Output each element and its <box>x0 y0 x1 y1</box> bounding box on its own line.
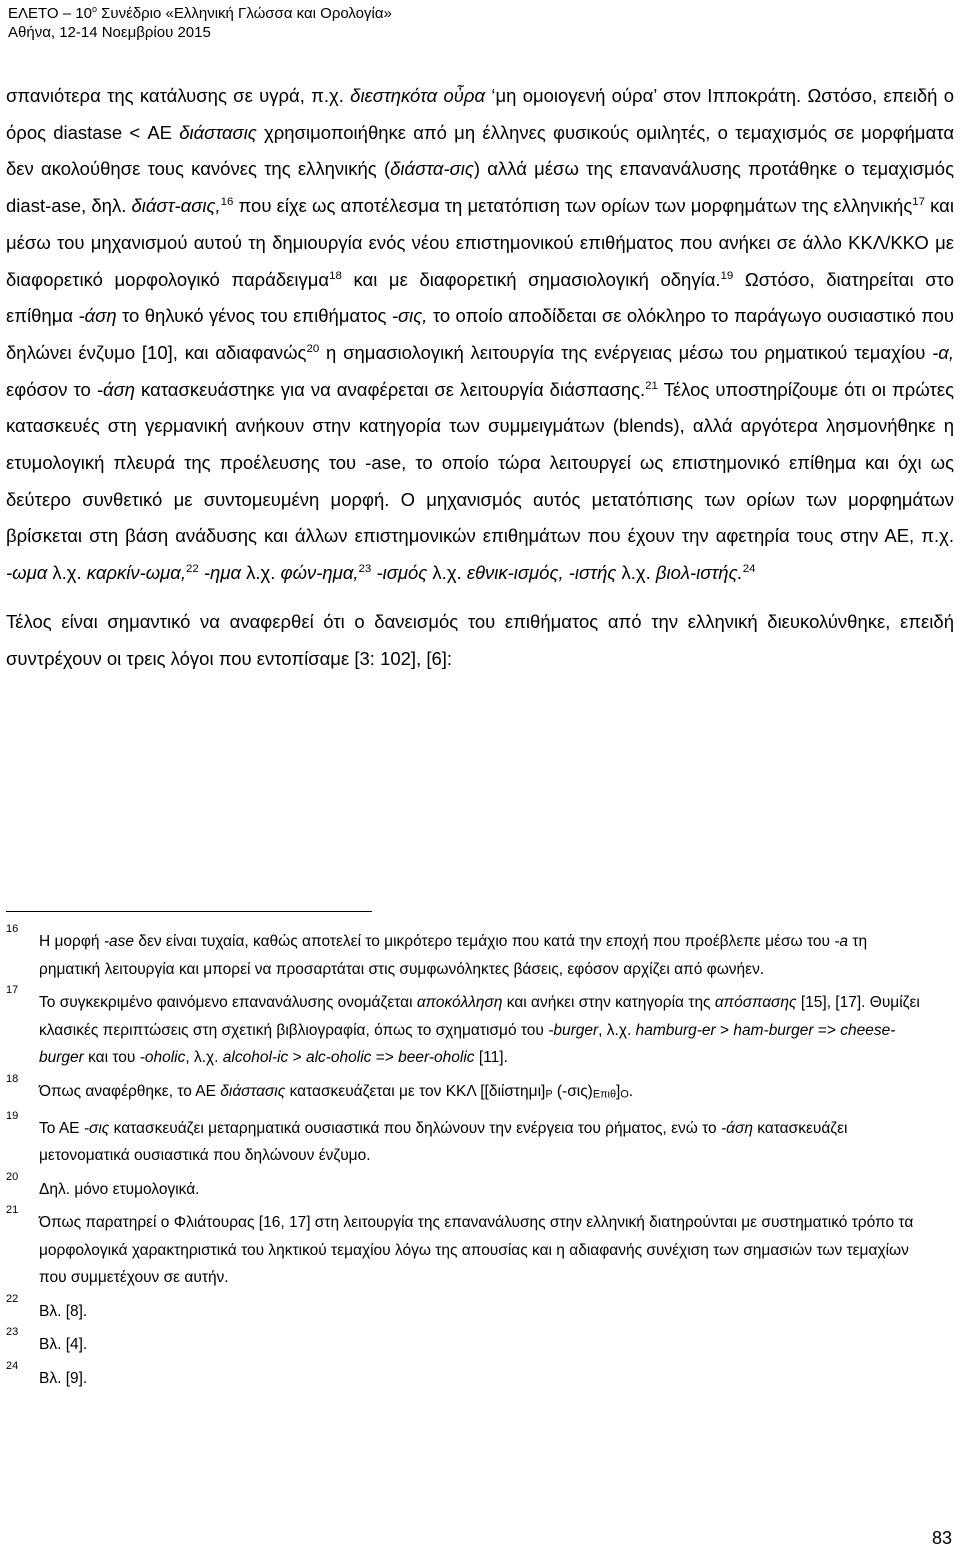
footnote-ref: 21 <box>645 379 658 392</box>
paragraph-2: Τέλος είναι σημαντικό να αναφερθεί ότι ο δανεισμός του επιθήματος από την ελληνική διευκολύνθηκε, επειδή συντρέχουν οι τρεις λόγοι που εντοπίσαμε [3: 102], [6]: <box>6 610 954 669</box>
footnote-18: 18 Όπως αναφέρθηκε, το ΑΕ διάστασις κατασκευάζεται με τον ΚΚΛ [[διίστημι]Ρ (-σις)Επιθ]Ο. <box>6 1072 634 1101</box>
header-line-1: ΕΛΕΤΟ – $10^o$ Συνέδριο «Ελληνική Γλώσσα και Ορολογία» <box>8 4 392 22</box>
conference-header <box>8 4 392 42</box>
footnote-ref: 18 <box>329 269 342 282</box>
footnote-22: 22 Βλ. [8]. <box>6 1292 88 1320</box>
footnote-ref: 19 <box>720 269 734 282</box>
footnote-ref: 24 <box>742 562 756 575</box>
footnote-ref: 20 <box>306 342 320 355</box>
footnote-24: 24 Βλ. [9]. <box>6 1359 88 1387</box>
footnote-17: 17 Το συγκεκριμένο φαινόμενο επανανάλυσης ονομάζεται αποκόλληση και ανήκει στην κατηγορία της απόσπασης [15], [17]. Θυμίζει κλασικές περιπτώσεις στη σχετική βιβλιογραφία, όπως το σχηματισμό του -burger, λ.χ. hamburg-er > ham-burger => cheese-burger και του -oholic, λ.χ. alcohol-ic > alc-oholic => beer-oholic [11]. <box>6 984 920 1066</box>
footnotes <box>6 923 926 1398</box>
footnote-separator <box>6 911 372 912</box>
footnote-21: 21 Όπως παρατηρεί ο Φλιάτουρας [16, 17] στη λειτουργία της επανανάλυσης στην ελληνική διατηρούνται με συστηματικό τρόπο τα μορφολογικά χαρακτηριστικά του ληκτικού τεμαχίου λόγω της απουσίας και η αδιαφανής συνέχιση των σημασιών των τεμαχίων που συμμετέχουν σε αυτήν. <box>6 1204 914 1287</box>
footnote-ref: 23 <box>358 562 372 575</box>
footnote-19: 19 Το ΑΕ -σις κατασκευάζει μεταρηματικά ουσιαστικά που δηλώνουν την ενέργεια του ρήματος, ενώ το -άση κατασκευάζει μετονοματικά ουσιαστικά που δηλώνουν ένζυμο. <box>6 1109 848 1165</box>
footnote-ref: 16 <box>220 195 234 208</box>
footnote-16: 16 Η μορφή -ase δεν είναι τυχαία, καθώς αποτελεί το μικρότερο τεμάχιο που κατά την εποχή που προέβλεπε μέσω του -a τη ρηματική λειτουργία και μπορεί να προσαρτάται στις συμφωνόληκτες βάσεις, εφόσον αρχίζει από φωνήεν. <box>6 923 868 978</box>
footnote-ref: 22 <box>185 562 199 575</box>
footnote-23: 23 Βλ. [4]. <box>6 1326 88 1354</box>
footnote-ref: 17 <box>912 195 926 208</box>
footnote-20: 20 Δηλ. μόνο ετυμολογικά. <box>6 1170 200 1198</box>
header-line-2: Αθήνα, 12-14 Νοεμβρίου 2015 <box>8 24 211 41</box>
main-text <box>6 78 954 677</box>
page-number: 83 <box>931 1528 952 1548</box>
paragraph-1: σπανιότερα της κατάλυσης σε υγρά, π.χ. διεστηκότα οὖρα ‘μη ομοιογενή ούρα’ στον Ιπποκράτη. Ωστόσο, επειδή ο όρος diastase < ΑΕ διάστασις χρησιμοποιήθηκε από μη έλληνες φυσικούς ομιλητές, ο τεμαχισμός σε μορφήματα δεν ακολούθησε τους κανόνες της ελληνικής (διάστα-σις) αλλά μέσω της επανανάλυσης προτάθηκε ο τεμαχισμός diast-ase, δηλ. διάστ-ασις,$^{16}$ που είχε ως αποτέλεσμα τη μετατόπιση των ορίων των μορφημάτων της ελληνικής$^{17}$ και μέσω του μηχανισμού αυτού τη δημιουργία ενός νέου επιστημονικού επιθήματος που ανήκει σε άλλο ΚΚΛ/ΚΚΟ με διαφορετικό μορφολογικό παράδειγμα$^{18}$ και με διαφορετική σημασιολογική οδηγία.$^{19}$ Ωστόσο, διατηρείται στο επίθημα -άση το θηλυκό γένος του επιθήματος -σις, το οποίο αποδίδεται σε ολόκληρο το παράγωγο ουσιαστικό που δηλώνει ένζυμο [10], και αδιαφανώς$^{20}$ η σημασιολογική λειτουργία της ενέργειας μέσω του ρηματικού τεμαχίου -α, εφόσον το -άση κατασκευάστηκε για να αναφέρεται σε λειτουργία διάσπασης.$^{21}$ Τέλος υποστηρίζουμε ότι οι πρώτες κατασκευές στη γερμανική ανήκουν στην κατηγορία των συμμειγμάτων (blends), αλλά αργότερα λησμονήθηκε η ετυμολογική πλευρά της προέλευσης του -ase, το οποίο τώρα λειτουργεί ως επιστημονικό επίθημα και όχι ως δεύτερο συνθετικό με συντομευμένη μορφή. Ο μηχανισμός αυτός μετατόπισης των ορίων των μορφημάτων βρίσκεται στη βάση ανάδυσης και άλλων επιστημονικών επιθημάτων που έχουν την αφετηρία τους στην ΑΕ, π.χ. -ωμα λ.χ. καρκίν-ωμα,$^{22}$ -ημα λ.χ. φών-ημα,$^{23}$ -ισμός λ.χ. εθνικ-ισμός, -ιστής λ.χ. βιολ-ιστής.$^{24}$ <box>6 85 955 584</box>
